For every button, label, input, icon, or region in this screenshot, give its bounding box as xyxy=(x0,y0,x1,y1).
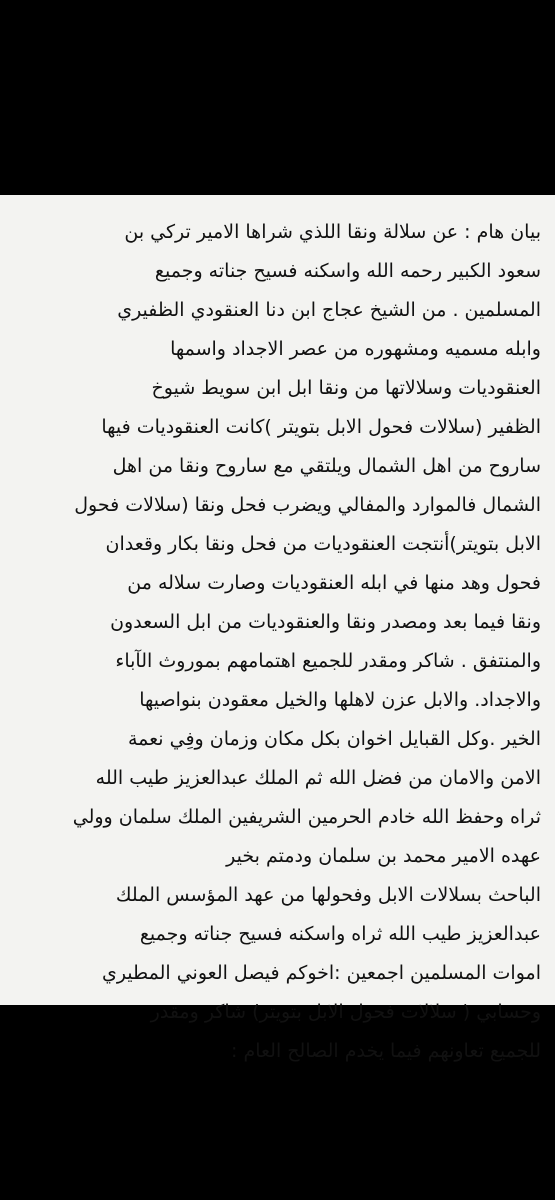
text-line: الخير .وكل القبايل اخوان بكل مكان وزمان وفِي نعمة xyxy=(127,728,541,750)
text-line: اموات المسلمين اجمعين :اخوكم فيصل العوني المطيري xyxy=(101,962,541,984)
text-line: الامن والامان من فضل الله ثم الملك عبدالعزيز طيب الله xyxy=(95,767,541,789)
text-line: والمنتفق . شاكر ومقدر للجميع اهتمامهم بموروث الآباء xyxy=(115,650,541,672)
text-line: الشمال فالموارد والمفالي ويضرب فحل ونقا (سلالات فحول xyxy=(74,494,541,516)
text-line: وحسابي ( سلالات فحول الابل بتويتر) شاكر ومقدر xyxy=(150,1001,541,1023)
text-line: الباحث بسلالات الابل وفحولها من عهد المؤسس الملك xyxy=(115,884,541,906)
text-line: الابل بتويتر)أنتجت العنقوديات من فحل ونقا بكار وقعدان xyxy=(105,533,541,555)
text-line: العنقوديات وسلالاتها من ونقا ابل ابن سويط شيوخ xyxy=(151,377,541,399)
text-line: عهده الامير محمد بن سلمان ودمتم بخير xyxy=(226,845,541,867)
text-line: ثراه وحفظ الله خادم الحرمين الشريفين الملك سلمان وولي xyxy=(72,806,541,828)
text-line: الظفير (سلالات فحول الابل بتويتر )كانت العنقوديات فيها xyxy=(101,416,541,438)
text-line: للجميع تعاونهم فيما يخدم الصالح العام : xyxy=(231,1040,541,1062)
text-line: عبدالعزيز طيب الله ثراه واسكنه فسيح جناته وجميع xyxy=(139,923,541,945)
text-line: والاجداد. والابل عزن لاهلها والخيل معقودن بنواصيها xyxy=(139,689,541,711)
document-page xyxy=(0,195,555,1062)
text-line: المسلمين . من الشيخ عجاج ابن دنا العنقودي الظفيري xyxy=(117,299,541,321)
text-line: بيان هام : عن سلالة ونقا اللذي شراها الامير تركي بن xyxy=(124,221,541,243)
announcement-text xyxy=(14,213,541,1071)
text-line: سعود الكبير رحمه الله واسكنه فسيح جناته وجميع xyxy=(154,260,541,282)
text-line: ونقا فيما بعد ومصدر ونقا والعنقوديات من ابل السعدون xyxy=(110,611,541,633)
text-line: ساروح من اهل الشمال ويلتقي مع ساروح ونقا من اهل xyxy=(112,455,541,477)
text-line: فحول وهد منها في ابله العنقوديات وصارت سلاله من xyxy=(127,572,541,594)
text-line: وابله مسميه ومشهوره من عصر الاجداد واسمها xyxy=(170,338,541,360)
